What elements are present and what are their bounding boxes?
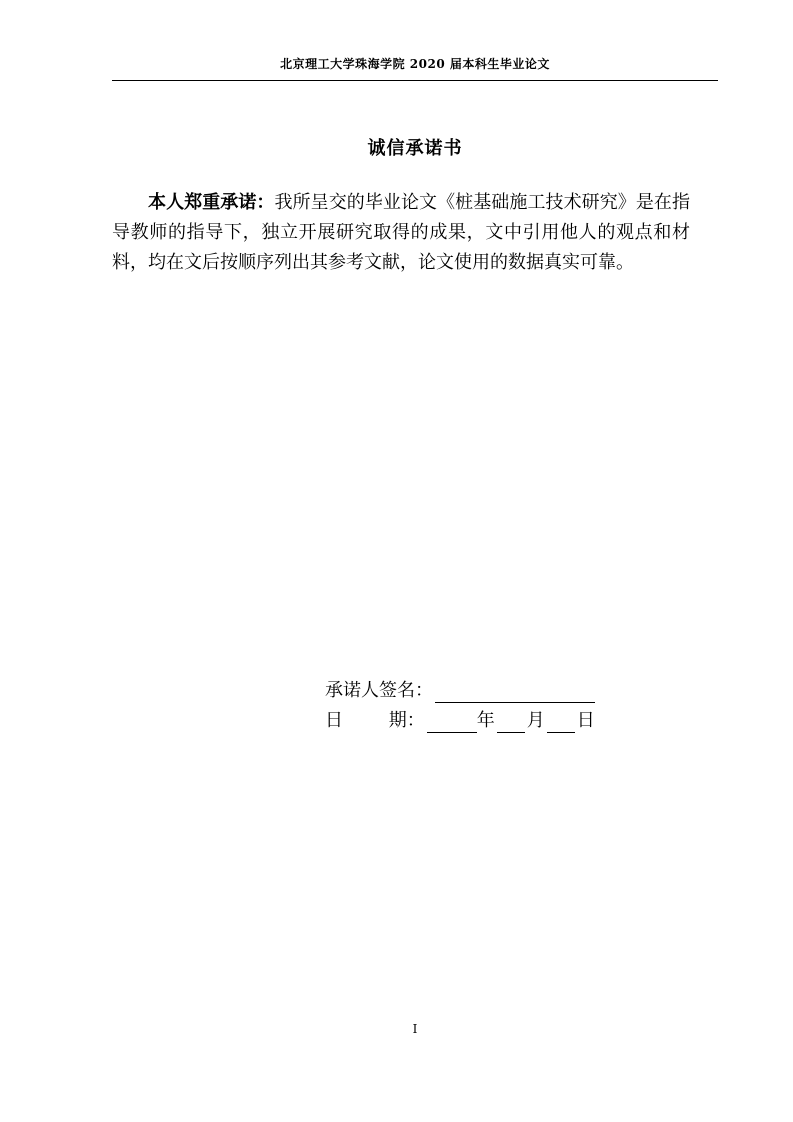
month-blank <box>497 710 525 733</box>
pledge-lead: 本人郑重承诺： <box>148 192 275 213</box>
month-label: 月 <box>526 710 545 731</box>
date-row <box>325 706 595 736</box>
document-title: 诚信承诺书 <box>367 138 463 159</box>
pledge-body: 我所呈交的毕业论文《桩基础施工技术研究》是在指导教师的指导下，独立开展研究取得的成果，文中引用他人的观点和材料，均在文后按顺序列出其参考文献，论文使用的数据真实可靠。 <box>112 192 690 273</box>
pledge-paragraph <box>112 188 690 278</box>
signer-label: 承诺人签名： <box>325 680 433 701</box>
signature-block <box>325 676 595 736</box>
page-number: I <box>412 1022 418 1036</box>
header-divider <box>112 80 718 81</box>
signature-blank <box>435 680 595 703</box>
day-label: 日 <box>576 710 595 731</box>
year-label: 年 <box>476 710 495 731</box>
date-label: 日 期： <box>325 710 425 731</box>
signer-row <box>325 676 595 706</box>
year-blank <box>427 710 477 733</box>
day-blank <box>547 710 575 733</box>
page-header: 北京理工大学珠海学院 2020 届本科生毕业论文 <box>280 57 550 71</box>
